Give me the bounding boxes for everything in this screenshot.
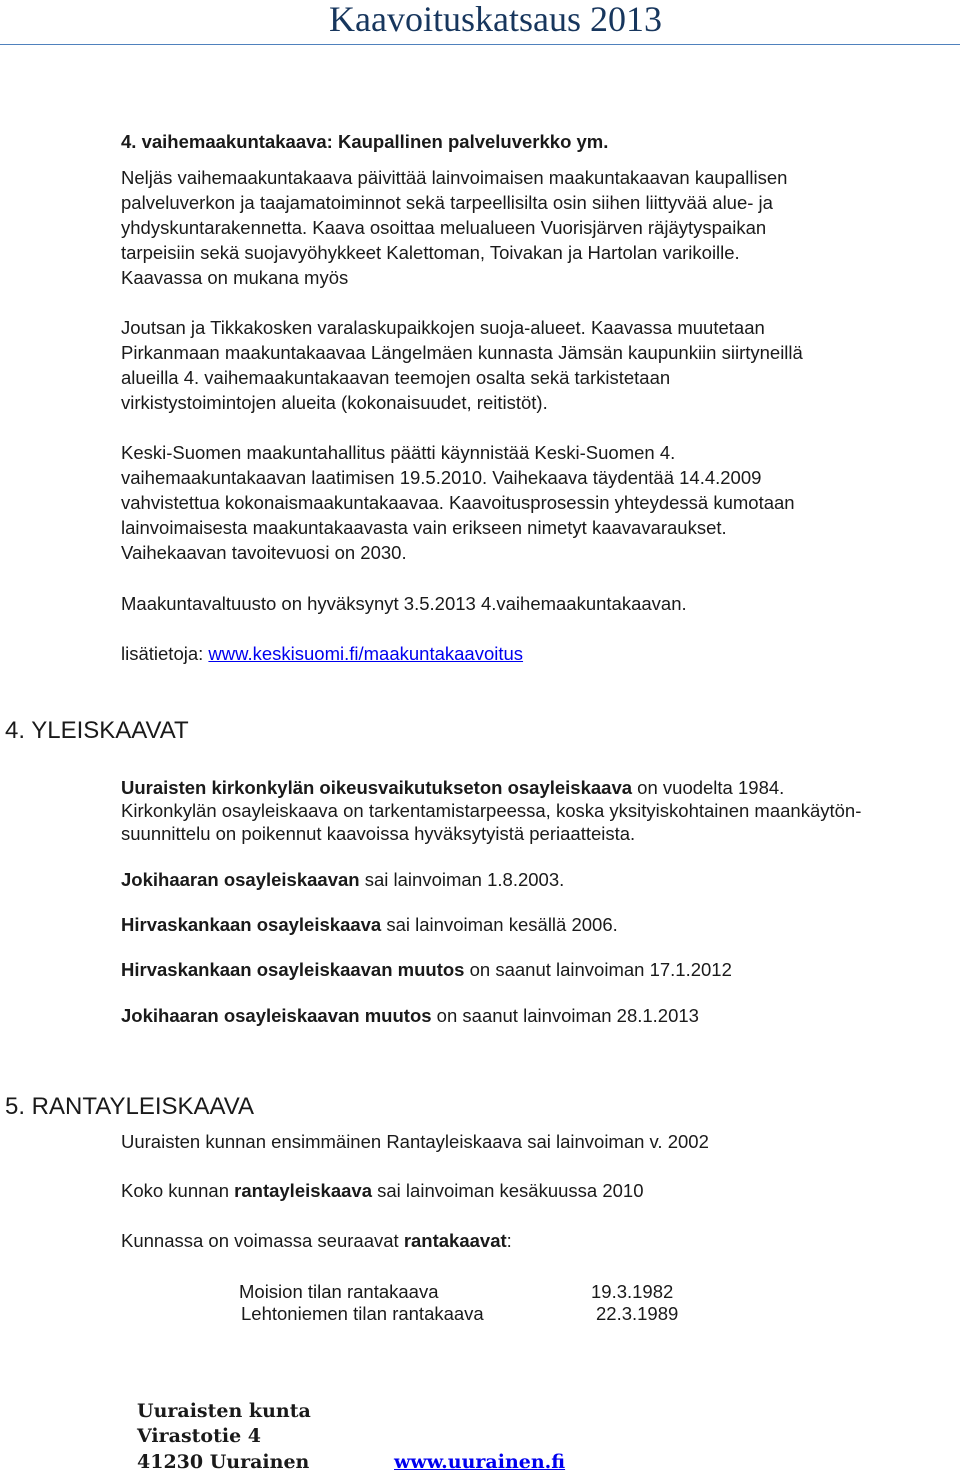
footer-web-link[interactable]: www.uurainen.fi	[394, 1451, 566, 1473]
yleiskaava-item-text: sai lainvoiman 1.8.2003.	[359, 869, 565, 890]
paragraph-line: alueilla 4. vaihemaakuntakaavan teemojen osalta sekä tarkistetaan	[121, 367, 671, 388]
kirkonkyla-line	[121, 775, 784, 800]
ranta-line-3-text: Kunnassa on voimassa seuraavat	[121, 1230, 404, 1251]
paragraph-line: vahvistettua kokonaismaakuntakaavaa. Kaavoitusprosessin yhteydessä kumotaan	[121, 492, 795, 513]
kirkonkyla-year: on vuodelta 1984.	[632, 777, 785, 798]
ranta-line-2-text: Koko kunnan	[121, 1180, 235, 1201]
ranta-line-2	[121, 1178, 644, 1203]
paragraph-line: palveluverkon ja taajamatoiminnot sekä tarpeellisilta osin siihen liittyvää alue- ja	[121, 192, 773, 213]
kirkonkyla-title: Uuraisten kirkonkylän oikeusvaikutukseton osayleiskaava	[121, 777, 633, 798]
paragraph-line: yhdyskuntarakennetta. Kaava osoittaa melualueen Vuorisjärven räjäytyspaikan	[121, 217, 767, 238]
footer-street: Virastotie 4	[137, 1425, 262, 1447]
paragraph-line: Neljäs vaihemaakuntakaava päivittää lainvoimaisen maakuntakaavan kaupallisen	[121, 167, 788, 188]
yleiskaava-item-text: sai lainvoiman kesällä 2006.	[381, 914, 618, 935]
rantakaava-date: 19.3.1982	[591, 1281, 674, 1302]
yleiskaava-item-text: on saanut lainvoiman 28.1.2013	[431, 1005, 699, 1026]
ranta-line-2-text-end: sai lainvoiman kesäkuussa 2010	[372, 1180, 644, 1201]
section-heading-rantayleiskaava: 5. RANTAYLEISKAAVA	[5, 1093, 254, 1120]
rantakaava-date: 22.3.1989	[596, 1303, 679, 1324]
header-divider	[0, 44, 960, 45]
section-heading-yleiskaavat: 4. YLEISKAAVAT	[5, 717, 189, 744]
yleiskaava-item	[121, 1003, 699, 1028]
yleiskaava-item-text: on saanut lainvoiman 17.1.2012	[464, 959, 732, 980]
paragraph-line: virkistystoimintojen alueita (kokonaisuudet, reitistöt).	[121, 392, 548, 413]
footer-org: Uuraisten kunta	[137, 1400, 311, 1422]
ranta-line-1: Uuraisten kunnan ensimmäinen Rantayleiskaava sai lainvoiman v. 2002	[121, 1131, 709, 1152]
yleiskaava-item-title: Hirvaskankaan osayleiskaava	[121, 914, 382, 935]
yleiskaava-item-title: Jokihaaran osayleiskaavan muutos	[121, 1005, 432, 1026]
yleiskaava-item	[121, 867, 564, 892]
paragraph-line: tarpeisiin sekä suojavyöhykkeet Kalettoman, Toivakan ja Hartolan varikoille.	[121, 242, 740, 263]
rantakaava-name: Moision tilan rantakaava	[239, 1281, 439, 1302]
paragraph-line: Pirkanmaan maakuntakaavaa Längelmäen kunnasta Jämsän kaupunkiin siirtyneillä	[121, 342, 803, 363]
approval-note: Maakuntavaltuusto on hyväksynyt 3.5.2013 4.vaihemaakuntakaavan.	[121, 593, 687, 614]
paragraph-line: Kirkonkylän osayleiskaava on tarkentamistarpeessa, koska yksityiskohtainen maankäytön-	[121, 800, 862, 821]
ranta-line-3	[121, 1228, 512, 1253]
page-header	[0, 0, 960, 50]
yleiskaava-item-title: Jokihaaran osayleiskaavan	[121, 869, 360, 890]
yleiskaava-item	[121, 957, 732, 982]
paragraph-line: suunnittelu on poikennut kaavoissa hyväksytyistä periaatteista.	[121, 823, 636, 844]
document-title: Kaavoituskatsaus 2013	[329, 0, 662, 39]
paragraph-line: vaihemaakuntakaavan laatimisen 19.5.2010. Vaihekaava täydentää 14.4.2009	[121, 467, 762, 488]
paragraph-line: lainvoimaisesta maakuntakaavasta vain erikseen nimetyt kaavavaraukset.	[121, 517, 727, 538]
yleiskaava-item-title: Hirvaskankaan osayleiskaavan muutos	[121, 959, 465, 980]
yleiskaava-item	[121, 912, 618, 937]
more-info-label: lisätietoja:	[121, 643, 209, 664]
ranta-line-3-colon: :	[506, 1230, 512, 1251]
more-info-line	[121, 641, 523, 666]
paragraph-line: Vaihekaavan tavoitevuosi on 2030.	[121, 542, 407, 563]
paragraph-line: Joutsan ja Tikkakosken varalaskupaikkojen suoja-alueet. Kaavassa muutetaan	[121, 317, 765, 338]
paragraph-line: Kaavassa on mukana myös	[121, 267, 349, 288]
section-heading-vaihemaakuntakaava: 4. vaihemaakuntakaava: Kaupallinen palveluverkko ym.	[121, 131, 609, 152]
paragraph-line: Keski-Suomen maakuntahallitus päätti käynnistää Keski-Suomen 4.	[121, 442, 676, 463]
keskisuomi-link[interactable]: www.keskisuomi.fi/maakuntakaavoitus	[208, 643, 524, 664]
footer-postal: 41230 Uurainen	[137, 1451, 310, 1473]
ranta-line-2-emphasis: rantayleiskaava	[234, 1180, 372, 1201]
rantakaava-name: Lehtoniemen tilan rantakaava	[241, 1303, 484, 1324]
ranta-line-3-emphasis: rantakaavat	[403, 1230, 507, 1251]
